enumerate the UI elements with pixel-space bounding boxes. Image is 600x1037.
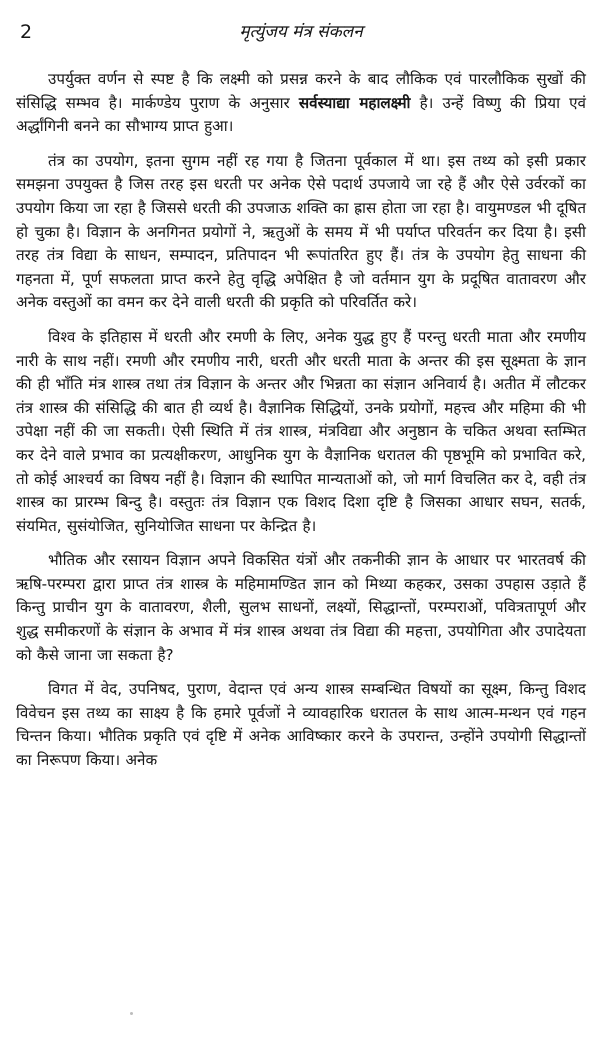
paragraph-1 bbox=[16, 68, 586, 139]
running-title: मृत्युंजय मंत्र संकलन bbox=[239, 22, 363, 42]
body-text bbox=[16, 68, 586, 773]
paragraph-2: तंत्र का उपयोग, इतना सुगम नहीं रह गया है जितना पूर्वकाल में था। इस तथ्य को इसी प्रकार समझना उपयुक्त है जिस तरह इस धरती पर अनेक ऐसे पदार्थ उपजाये जा रहे हैं और ऐसे उर्वरकों का उपयोग किया जा रहा है जिससे धरती की उपजाऊ शक्ति का ह्रास होता जा रहा है। वायुमण्डल भी दूषित हो चुका है। विज्ञान के अनगिनत प्रयोगों ने, ऋतुओं के समय में भी पर्याप्त परिवर्तन कर दिया है। इसी तरह तंत्र विद्या के साधन, सम्पादन, प्रतिपादन भी रूपांतरित हुए हैं। तंत्र के उपयोग हेतु साधना की गहनता में, पूर्ण सफलता प्राप्त करने हेतु वृद्धि अपेक्षित है जो वर्तमान युग के प्रदूषित वातावरण और अनेक वस्तुओं का वमन कर देने वाली धरती की प्रकृति को परिवर्तित करे। bbox=[16, 151, 586, 312]
page-header bbox=[16, 20, 586, 46]
paragraph-1-text-a: उपर्युक्त वर्णन से स्पष्ट है कि लक्ष्मी को प्रसन्न करने के बाद लौकिक एवं पारलौकिक सुखों की संसिद्धि सम्भव है। मार्कण्डेय पुराण के अनुसार bbox=[16, 70, 586, 112]
paragraph-1-text-b: है। उन्हें विष्णु की प्रिया एवं अर्द्धांगिनी बनने का सौभाग्य प्राप्त हुआ। bbox=[16, 93, 586, 136]
paragraph-1-bold-phrase: सर्वस्याद्या महालक्ष्मी bbox=[298, 93, 411, 112]
paragraph-4: भौतिक और रसायन विज्ञान अपने विकसित यंत्रों और तकनीकी ज्ञान के आधार पर भारतवर्ष की ऋषि-परम्परा द्वारा प्राप्त तंत्र शास्त्र के महिमामण्डित ज्ञान को मिथ्या कहकर, उसका उपहास उड़ाते हैं किन्तु प्राचीन युग के वातावरण, शैली, सुलभ साधनों, लक्ष्यों, सिद्धान्तों, परम्पराओं, पवित्रतापूर्ण और शुद्ध समीकरणों के संज्ञान के अभाव में मंत्र शास्त्र अथवा तंत्र विद्या की महत्ता, उपयोगिता और उपादेयता को कैसे जाना जा सकता है? bbox=[16, 551, 586, 664]
page-number: 2 bbox=[20, 21, 33, 43]
paragraph-3: विश्व के इतिहास में धरती और रमणी के लिए, अनेक युद्ध हुए हैं परन्तु धरती माता और रमणीय नारी के साथ नहीं। रमणी और रमणीय नारी, धरती और धरती माता के अन्तर की इस सूक्ष्मता के ज्ञान की ही भाँति मंत्र शास्त्र तथा तंत्र विज्ञान के अन्तर और भिन्नता का संज्ञान अनिवार्य है। अतीत में लौटकर तंत्र शास्त्र की संसिद्धि की बात ही व्यर्थ है। वैज्ञानिक सिद्धियों, उनके प्रयोगों, महत्त्व और महिमा की भी उपेक्षा नहीं की जा सकती। ऐसी स्थिति में तंत्र शास्त्र, मंत्रविद्या और अनुष्ठान के चकित अथवा स्तम्भित कर देने वाले प्रभाव का प्रत्यक्षीकरण, आधुनिक युग के वैज्ञानिक धरातल की पृष्ठभूमि को प्रभावित करे, तो कोई आश्चर्य का विषय नहीं है। विज्ञान की स्थापित मान्यताओं को, जो मार्ग विचलित कर दे, वही तंत्र शास्त्र का प्रारम्भ बिन्दु है। वस्तुतः तंत्र विज्ञान एक विशद दिशा दृष्टि है जिसका आधार सघन, सतर्क, संयमित, सुसंयोजित, सुनियोजित साधना पर केन्द्रित है। bbox=[16, 327, 586, 535]
paragraph-5: विगत में वेद, उपनिषद, पुराण, वेदान्त एवं अन्य शास्त्र सम्बन्धित विषयों का सूक्ष्म, किन्तु विशद विवेचन इस तथ्य का साक्ष्य है कि हमारे पूर्वजों ने व्यावहारिक धरातल के साथ आत्म-मन्थन एवं गहन चिन्तन किया। भौतिक प्रकृति एवं दृष्टि में अनेक आविष्कार करने के उपरान्त, उन्होंने उपयोगी सिद्धान्तों का निरूपण किया। अनेक bbox=[16, 680, 586, 770]
page-mark bbox=[130, 1012, 133, 1015]
